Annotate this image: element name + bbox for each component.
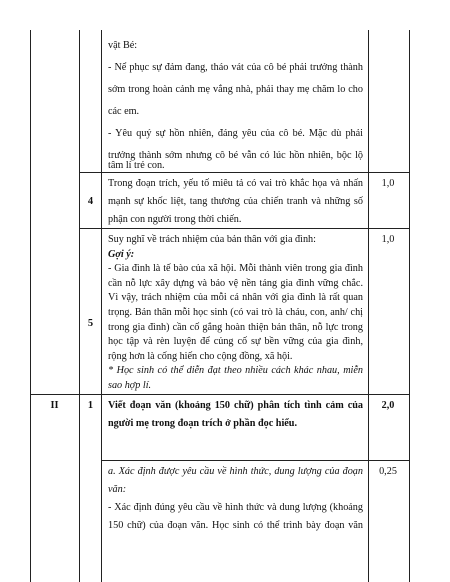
column-divider [101,30,102,582]
table-border-left [30,30,31,582]
note-line: * Học sinh có thể diễn đạt theo nhiều cách khác nhau, miễn [108,365,363,377]
cell-text-line: Suy nghĩ về trách nhiệm của bản thân với gia đình: [108,234,316,245]
cell-text-line: a. Xác định được yêu cầu về hình thức, dung lượng của đoạn [108,466,363,477]
cell-text-line: Vì vậy, trách nhiệm của mỗi cá nhân với gia đình là rất quan [108,292,363,304]
cell-text-line: trọng. Bản thân mỗi học sinh (có vai trò là cháu, con, anh/ chị [108,307,363,318]
cell-text-line: - Yêu quý sự hồn nhiên, đáng yêu của cô bé. Mặc dù phải [108,128,363,139]
question-title-line: người mẹ trong đoạn trích ở phần đọc hiểu. [108,418,298,429]
cell-text-line: 150 chữ) của đoạn văn. Học sinh có thể trình bày đoạn văn [108,520,363,531]
cell-text-line: cần nỗ lực xây dựng và bảo vệ nền tảng gia đình vững chắc. [108,277,363,289]
cell-text-line: - Nể phục sự đảm đang, tháo vát của cô bé phải trưởng thành [108,62,363,73]
cell-text-line: trưởng thành sớm nhưng cô bé vẫn có lúc hồn nhiên, bộc lộ [108,150,363,161]
section-number: II [50,400,59,411]
note-line: sao hợp lí. [108,380,152,391]
cell-text-line: học tập và rèn luyện để củng cố sự bền vững của gia đình, [108,336,363,348]
cell-text-line: - Xác định đúng yêu cầu về hình thức và dung lượng (khoảng [108,502,363,513]
question-number: 4 [87,196,94,207]
question-title-line: Viết đoạn văn (khoảng 150 chữ) phân tích tình cảm của [108,400,363,411]
row-divider [101,460,410,461]
score: 2,0 [381,400,395,411]
cell-text-line: văn: [108,484,127,495]
score: 1,0 [381,178,395,189]
cell-text-line: các em. [108,106,140,117]
column-divider [368,30,369,582]
hint-heading: Gợi ý: [108,248,135,260]
cell-text-line: trong gia đình) cần cố gắng hoàn thiện bản thân, nỗ lực trong [108,321,363,333]
row-divider [79,228,410,229]
column-divider [79,30,80,582]
cell-text-line: Trong đoạn trích, yếu tố miêu tả có vai trò khắc họa và nhấn [108,178,363,189]
cell-text-line: vật Bé: [108,40,138,51]
score: 0,25 [379,466,397,477]
cell-text-line: - Gia đình là tế bào của xã hội. Mỗi thành viên trong gia đình [108,263,363,275]
table-border-right [409,30,410,582]
score: 1,0 [381,234,395,245]
row-divider [79,172,410,173]
row-divider [30,394,410,395]
cell-text-line: mạnh sự khốc liệt, tang thương của chiến tranh và những số [108,196,363,207]
cell-text-line: tâm lí trẻ con. [108,160,165,171]
cell-text-line: rộng hơn là cống hiến cho cộng đồng, xã hội. [108,350,293,362]
question-number: 5 [87,318,94,329]
question-number: 1 [87,400,94,411]
cell-text-line: sớm trong hoàn cảnh mẹ vắng nhà, phải thay mẹ chăm lo cho [108,84,363,95]
cell-text-line: phận con người trong thời chiến. [108,214,242,225]
